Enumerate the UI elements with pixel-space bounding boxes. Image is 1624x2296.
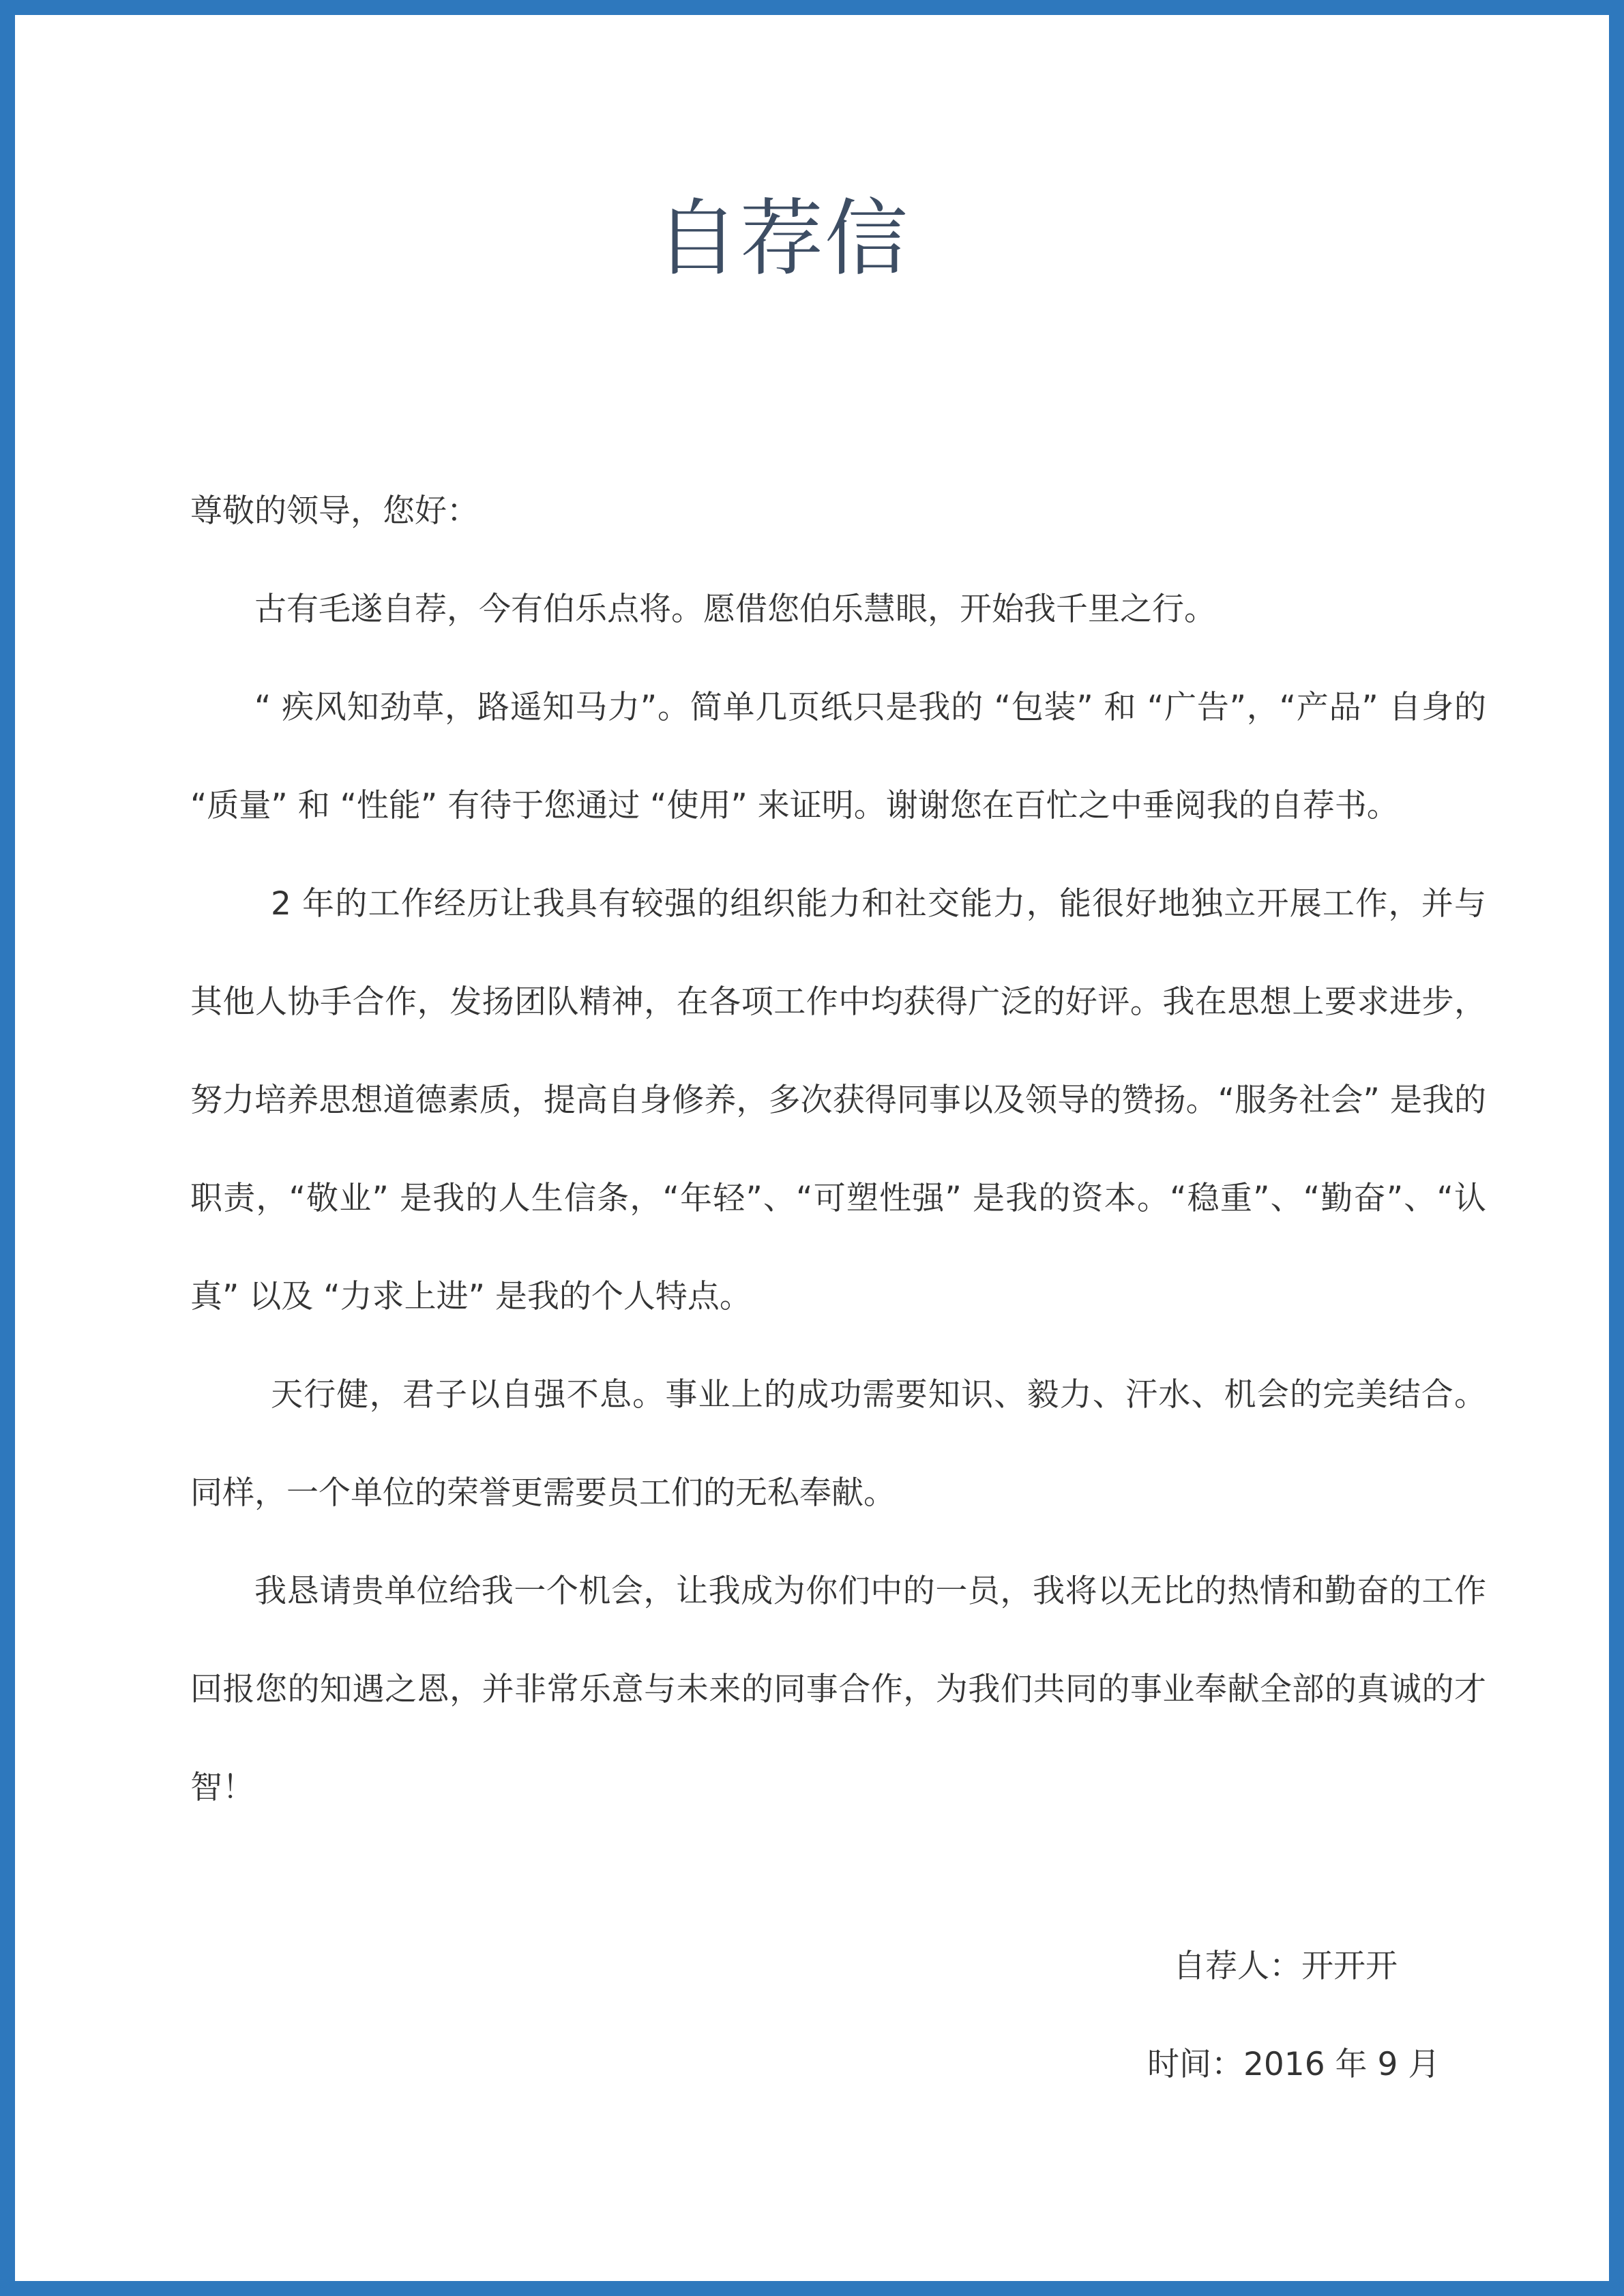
letter-title: 自荐信 (655, 190, 909, 287)
paragraph-request: 我恳请贵单位给我一个机会，让我成为你们中的一员，我将以无比的热情和勤奋的工作回报您的知遇之恩，并非常乐意与未来的同事合作，为我们共同的事业奉献全部的真诚的才智！ (190, 1572, 1486, 1806)
signature-block (1147, 1918, 1502, 2114)
date-line: 时间：2016 年 9 月 (1147, 2046, 1441, 2083)
salutation: 尊敬的领导，您好： (190, 492, 479, 530)
signer-line: 自荐人：开开开 (1173, 1948, 1398, 1985)
paragraph-experience: 2 年的工作经历让我具有较强的组织能力和社交能力，能很好地独立开展工作，并与其他人协手合作，发扬团队精神，在各项工作中均获得广泛的好评。我在思想上要求进步，努力培养思想道德素质，提高自身修养，多次获得同事以及领导的赞扬。“服务社会” 是我的职责，“敬业” 是我的人生信条，“年轻”、“可塑性强” 是我的资本。“稳重”、“勤奋”、“认真” 以及 “力求上进” 是我的个人特点。 (190, 885, 1486, 1315)
paragraph-opening: 古有毛遂自荐，今有伯乐点将。愿借您伯乐慧眼，开始我千里之行。 (254, 591, 1216, 628)
letter-body (190, 462, 1486, 1837)
paragraph-proverb: “ 疾风知劲草，路遥知马力”。简单几页纸只是我的 “包装” 和 “广告”，“产品” 自身的 “质量” 和 “性能” 有待于您通过 “使用” 来证明。谢谢您在百忙之中垂阅我的自荐书。 (190, 689, 1486, 824)
paragraph-motto: 天行健，君子以自强不息。事业上的成功需要知识、毅力、汗水、机会的完美结合。同样，一个单位的荣誉更需要员工们的无私奉献。 (190, 1376, 1486, 1512)
